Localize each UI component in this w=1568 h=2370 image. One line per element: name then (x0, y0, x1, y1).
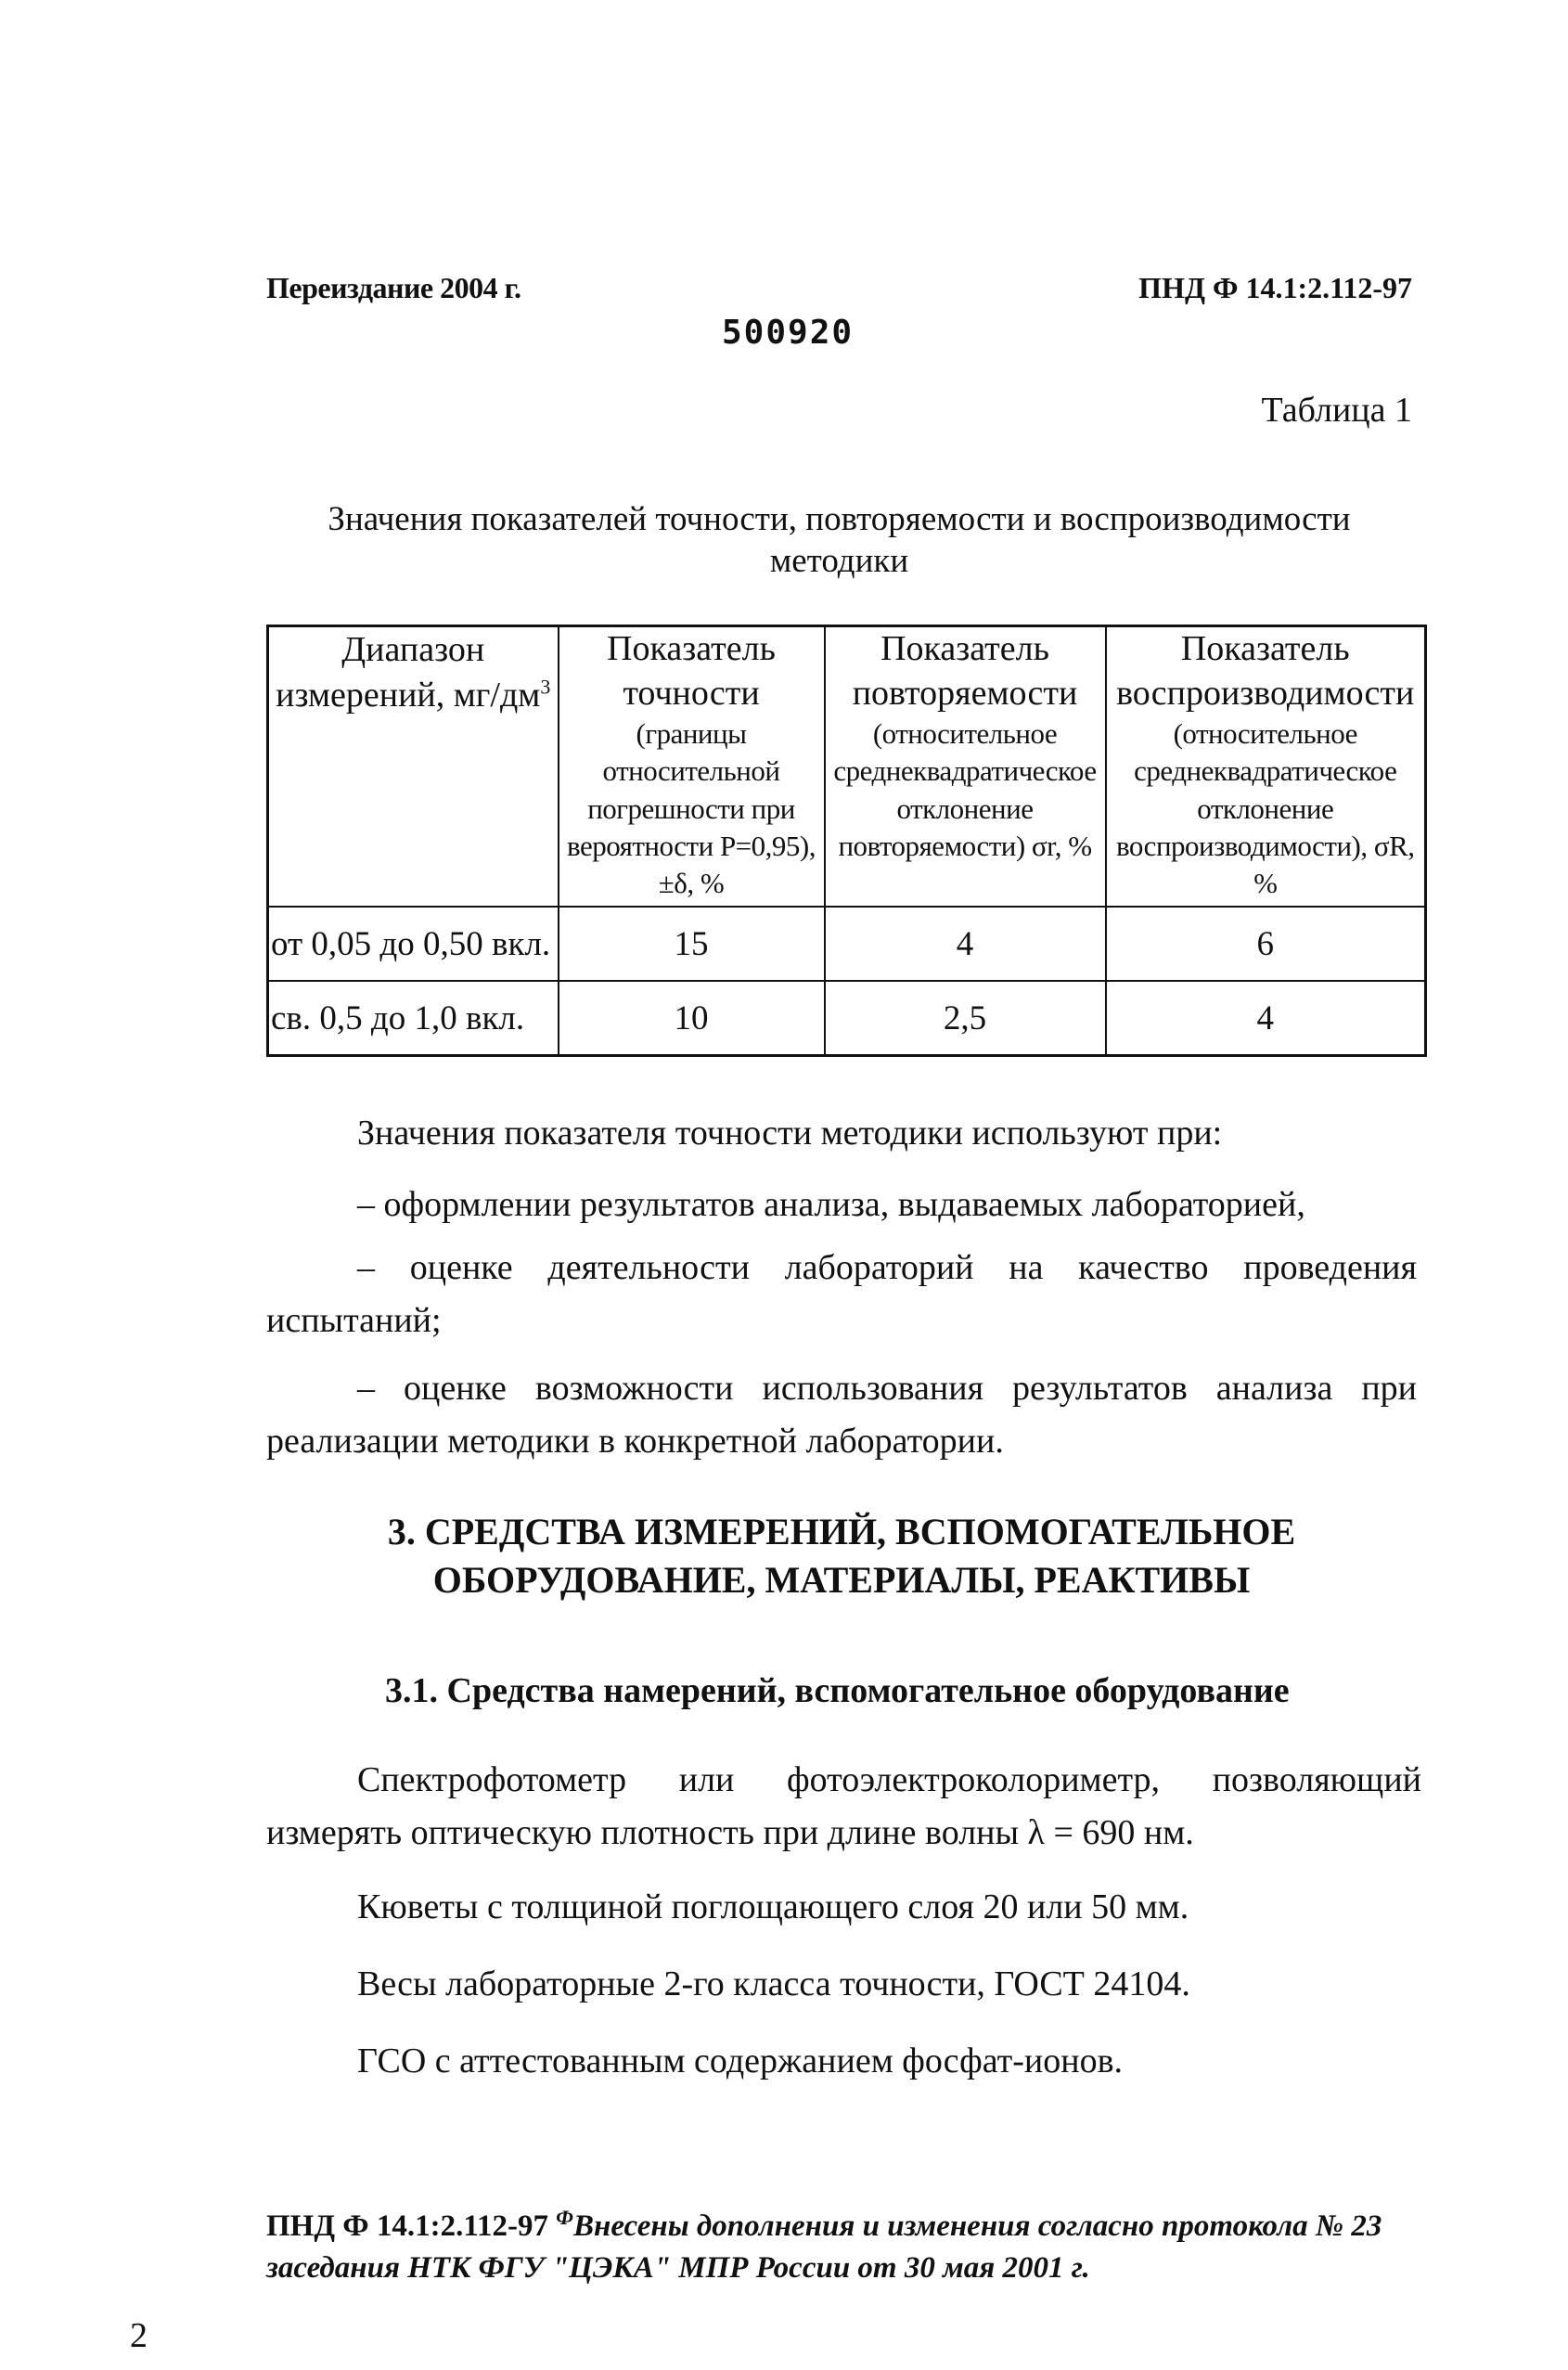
section-title: 3. СРЕДСТВА ИЗМЕРЕНИЙ, ВСПОМОГАТЕЛЬНОЕ ОБОРУДОВАНИЕ, МАТЕРИАЛЫ, РЕАКТИВЫ (387, 1511, 1296, 1601)
subsection-title: 3.1. Средства намерений, вспомогательное оборудование (385, 1671, 1290, 1710)
column-note-accuracy: (границы относительной погрешности при вероятности Р=0,95), ±δ, % (567, 717, 816, 900)
range-cell: от 0,05 до 0,50 вкл. (268, 907, 559, 981)
document-code: ПНД Ф 14.1:2.112-97 (1138, 271, 1412, 304)
column-header-reproducibility (1106, 626, 1426, 908)
column-title-repeatability: Показатель повторяемости (852, 629, 1078, 713)
column-header-range (268, 626, 559, 908)
usage-intro: Значения показателя точности методики используют при: (357, 1114, 1223, 1153)
reproducibility-cell: 6 (1106, 907, 1426, 981)
footer-note (266, 2204, 1435, 2288)
repeatability-cell: 2,5 (825, 981, 1106, 1056)
table-header-row (268, 626, 1426, 908)
repeatability-cell: 4 (825, 907, 1106, 981)
equipment-item: Спектрофотометр или фотоэлектроколориметр, позволяющий измерять оптическую плотность при длине волны λ = 690 нм. (266, 1760, 1421, 1852)
footer-marker: Ф (556, 2206, 573, 2229)
column-note-repeatability: (относительное среднеквадратическое отклонение повторяемости) σr, % (833, 717, 1097, 862)
accuracy-table (266, 625, 1427, 1057)
footer-code: ПНД Ф 14.1:2.112-97 (266, 2209, 549, 2243)
stamp-number: 500920 (722, 314, 855, 352)
table-label: Таблица 1 (1261, 391, 1412, 430)
column-note-reproducibility: (относительное среднеквадратическое отклонение воспроизводимости), σR, % (1115, 717, 1415, 900)
accuracy-cell: 10 (559, 981, 825, 1056)
table-row (268, 981, 1426, 1056)
page-number: 2 (130, 2316, 148, 2355)
footer-change-note: Внесены дополнения и изменения согласно протокола № 23 заседания НТК ФГУ "ЦЭКА" МПР России от 30 мая 2001 г. (266, 2209, 1382, 2285)
reissue-note: Переиздание 2004 г. (266, 271, 521, 304)
reproducibility-cell: 4 (1106, 981, 1426, 1056)
table-caption: Значения показателей точности, повторяемости и воспроизводимости методики (328, 500, 1351, 581)
accuracy-cell: 15 (559, 907, 825, 981)
column-header-accuracy (559, 626, 825, 908)
equipment-item: Кюветы с толщиной поглощающего слоя 20 или 50 мм. (357, 1887, 1189, 1926)
equipment-item: ГСО с аттестованным содержанием фосфат-ионов. (357, 2042, 1124, 2080)
table-row (268, 907, 1426, 981)
column-header-repeatability (825, 626, 1106, 908)
usage-item: – оценке возможности использования результатов анализа при реализации методики в конкретной лаборатории. (266, 1369, 1417, 1461)
column-title-reproducibility: Показатель воспроизводимости (1116, 629, 1415, 713)
usage-item: – оформлении результатов анализа, выдаваемых лабораторией, (357, 1185, 1305, 1224)
column-title-accuracy: Показатель точности (607, 629, 776, 713)
column-title-range: Диапазон измерений, мг/дм (276, 630, 541, 715)
range-cell: св. 0,5 до 1,0 вкл. (268, 981, 559, 1056)
equipment-item: Весы лабораторные 2-го класса точности, ГОСТ 24104. (357, 1964, 1190, 2003)
usage-item: – оценке деятельности лабораторий на качество проведения испытаний; (266, 1248, 1417, 1340)
column-title-range-sup: 3 (540, 675, 551, 699)
